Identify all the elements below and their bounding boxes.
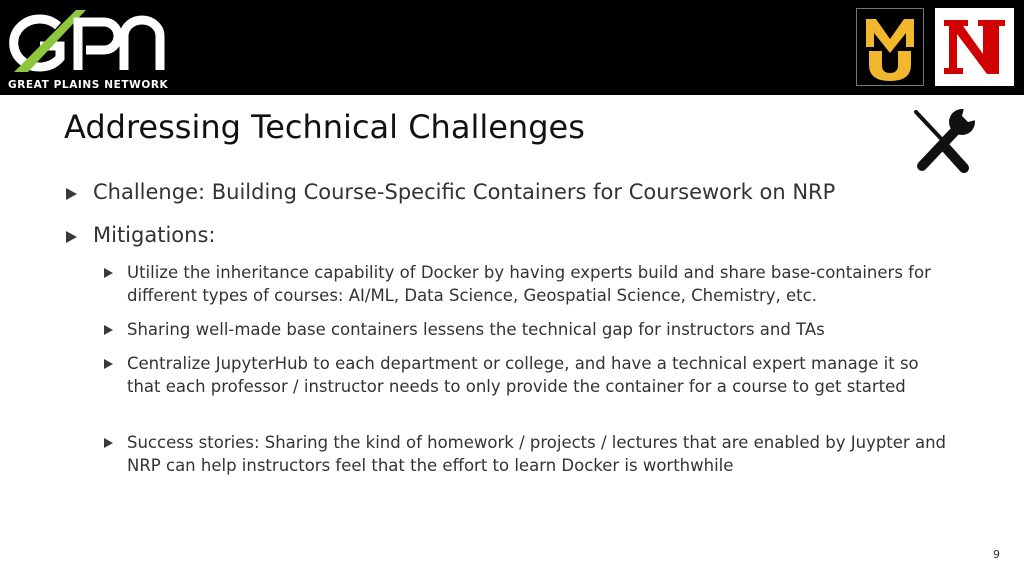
mizzou-m-icon — [857, 9, 923, 85]
nebraska-logo — [935, 8, 1014, 86]
sub-bullet-text: Utilize the inheritance capability of Docker by having experts build and share base-containers for different types of courses: AI/ML, Data Science, Geospatial Science, Chemistry, etc. — [127, 263, 931, 305]
sub-bullet-arrow-icon — [104, 359, 113, 369]
page-number: 9 — [993, 548, 1000, 561]
nebraska-n-icon — [935, 8, 1014, 86]
bullet-arrow-icon — [66, 188, 77, 200]
sub-bullet-arrow-icon — [104, 438, 113, 448]
sub-bullet-text: Centralize JupyterHub to each department or college, and have a technical expert manage it so that each professor / instructor needs to only provide the container for a course to get started — [127, 354, 919, 396]
sub-bullet-text: Success stories: Sharing the kind of homework / projects / lectures that are enabled by Juypter and NRP can help instructors feel that the effort to learn Docker is worthwhile — [127, 433, 946, 475]
gpn-logo — [6, 6, 178, 92]
sub-bullet-text: Sharing well-made base containers lessens the technical gap for instructors and TAs — [127, 320, 825, 339]
slide-title: Addressing Technical Challenges — [64, 108, 585, 146]
mizzou-logo — [856, 8, 924, 86]
tools-icon — [912, 108, 976, 174]
bullet-text: Challenge: Building Course-Specific Containers for Coursework on NRP — [93, 180, 836, 204]
bullet-arrow-icon — [66, 231, 77, 243]
logo-tagline: GREAT PLAINS NETWORK — [8, 79, 169, 91]
gpn-wordmark-icon — [6, 6, 178, 78]
bullet-text: Mitigations: — [93, 223, 216, 247]
header-bar — [0, 0, 1024, 95]
sub-bullet-arrow-icon — [104, 268, 113, 278]
sub-bullet-arrow-icon — [104, 325, 113, 335]
